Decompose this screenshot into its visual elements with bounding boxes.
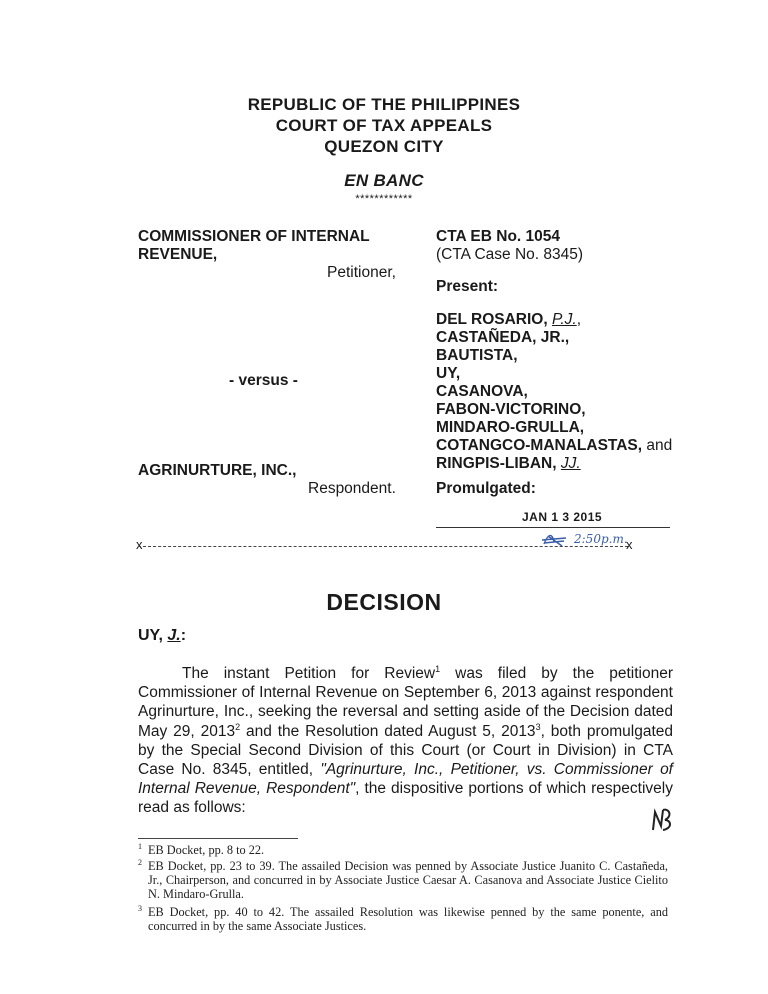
- separator-x-left: x: [136, 537, 143, 552]
- justice-entry: CASANOVA,: [436, 383, 528, 400]
- footnote-divider: [138, 838, 298, 839]
- decision-title: DECISION: [326, 589, 442, 615]
- justice-entry: CASTAÑEDA, JR.,: [436, 329, 570, 346]
- ponente: UY, J.:: [138, 627, 187, 644]
- petitioner-role: Petitioner,: [327, 264, 396, 281]
- petitioner-name-line1: COMMISSIONER OF INTERNAL: [138, 228, 370, 245]
- handwritten-time-signature: [540, 528, 650, 552]
- separator-x-right: x: [626, 537, 633, 552]
- justice-entry: DEL ROSARIO, P.J.,: [436, 311, 581, 328]
- body-paragraph: The instant Petition for Review$^1$ was filed by the petitioner Commissioner of Internal Revenue on September 6, 2013 against respondent Agrinurture, Inc., seeking the reversal and setting aside of the Decision dated May 29, 2013$^2$ and the Resolution dated August 5, 2013$^3$, both promulgated by the Special Second Division of this Court (or Court in Division) in CTA Case No. 8345, entitled, "Agrinurture, Inc., Petitioner, vs. Commissioner of Internal Revenue, Respondent", the dispositive portions of which respectively read as follows:: [138, 663, 673, 817]
- case-number: CTA EB No. 1054: [436, 228, 561, 245]
- justice-entry: RINGPIS-LIBAN, JJ.: [436, 455, 581, 472]
- respondent-role: Respondent.: [308, 480, 396, 497]
- promulgated-label: Promulgated:: [436, 480, 536, 497]
- header-city: QUEZON CITY: [324, 137, 444, 156]
- handwritten-initials: [649, 806, 677, 834]
- respondent-name: AGRINURTURE, INC.,: [138, 462, 297, 479]
- stars-divider: ************: [355, 193, 413, 205]
- separator-dashed-line: [138, 546, 628, 547]
- footnote-ref-1: 1: [435, 663, 441, 674]
- justice-entry: COTANGCO-MANALASTAS, and: [436, 437, 673, 454]
- handwritten-time: 2:50p.m.: [574, 532, 628, 546]
- footnote-1: 1 EB Docket, pp. 8 to 22.: [138, 842, 265, 857]
- justice-entry: UY,: [436, 365, 461, 382]
- case-sub-number: (CTA Case No. 8345): [436, 246, 584, 263]
- justice-entry: MINDARO-GRULLA,: [436, 419, 585, 436]
- footnote-3: 3 EB Docket, pp. 40 to 42. The assailed Resolution was likewise penned by the same ponente, and concurred in by the same Associate Justices.: [138, 904, 668, 933]
- footnote-2: 2 EB Docket, pp. 23 to 39. The assailed Decision was penned by Associate Justice Juanito C. Castañeda, Jr., Chairperson, and concurred in by Associate Justice Caesar A. Casanova and Associate Justice Cielito N. Mindaro-Grulla.: [138, 858, 668, 901]
- justices-list: [436, 311, 672, 473]
- justice-entry: BAUTISTA,: [436, 347, 518, 364]
- footnote-ref-3: 3: [535, 721, 541, 732]
- versus-label: - versus -: [229, 372, 298, 389]
- promulgated-date-stamp: JAN 1 3 2015: [522, 510, 603, 524]
- justice-entry: FABON-VICTORINO,: [436, 401, 586, 418]
- header-republic: REPUBLIC OF THE PHILIPPINES: [247, 95, 521, 114]
- petitioner-name-line2: REVENUE,: [138, 246, 218, 263]
- footnote-ref-2: 2: [235, 721, 241, 732]
- en-banc-label: EN BANC: [344, 171, 424, 190]
- header-court: COURT OF TAX APPEALS: [275, 116, 493, 135]
- present-label: Present:: [436, 278, 499, 295]
